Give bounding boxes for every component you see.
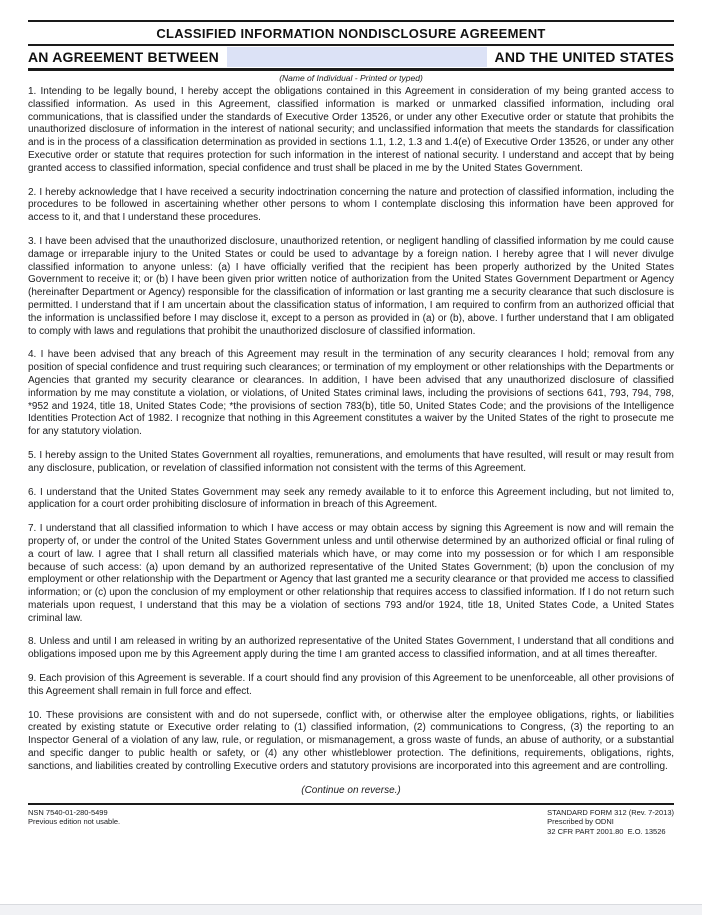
paragraph-4: 4. I have been advised that any breach of this Agreement may result in the termination of any security clearances I hold; removal from any position of special confidence and trust requiring such clearances; or termination of my employment or other relationships with the Departments or Agencies that granted my security clearance or clearances. In addition, I have been advised that any unauthorized disclosure of classified information by me may constitute a violation, or violations, of United States criminal laws, including the provisions of sections 641, 793, 794, 798, *952 and 1924, title 18, United States Code; *the provisions of section 783(b), title 50, United States Code; and the provisions of the Intelligence Identities Protection Act of 1982. I recognize that nothing in this Agreement constitutes a waiver by the United States of the right to prosecute me for any statutory violation. xyxy=(28,349,674,438)
footer-left-block xyxy=(28,808,120,827)
paragraph-3: 3. I have been advised that the unauthorized disclosure, unauthorized retention, or negligent handling of classified information by me could cause damage or irreparable injury to the United States or could be used to advantage by a foreign nation. I hereby agree that I will never divulge classified information to anyone unless: (a) I have officially verified that the recipient has been properly authorized by the United States Government to receive it; or (b) I have been given prior written notice of authorization from the United States Government Department or Agency (hereinafter Department or Agency) responsible for the classification of information or last granting me a security clearance that such disclosure is permitted. I understand that if I am uncertain about the classification status of information, I am required to confirm from an authorized official that the information is unclassified before I may disclose it, except to a person as provided in (a) or (b), above. I further understand that I am obligated to comply with laws and regulations that prohibit the unauthorized disclosure of classified information. xyxy=(28,235,674,337)
nsn-number: NSN 7540-01-280-5499 xyxy=(28,807,108,817)
paragraph-2: 2. I hereby acknowledge that I have received a security indoctrination concerning the nature and protection of classified information, including the procedures to be followed in ascertaining whether other persons to whom I contemplate disclosing this information have been approved for access to it, and that I understand these procedures. xyxy=(28,186,674,224)
form-title: CLASSIFIED INFORMATION NONDISCLOSURE AGREEMENT xyxy=(156,26,546,41)
paragraph-10: 10. These provisions are consistent with and do not supersede, conflict with, or otherwise alter the employee obligations, rights, or liabilities created by existing statute or Executive order relating to (1) classified information, (2) communications to Congress, (3) the reporting to an Inspector General of a violation of any law, rule, or regulation, or mismanagement, a gross waste of funds, an abuse of authority, or a substantial and specific danger to public health or safety, or (4) any other whistleblower protection. The definitions, requirements, obligations, rights, sanctions, and liabilities created by controlling Executive orders and statutory provisions are incorporated into this agreement and are controlling. xyxy=(28,709,674,772)
previous-edition-note: Previous edition not usable. xyxy=(28,817,121,827)
viewer-bottom-strip xyxy=(0,904,702,915)
paragraph-1: 1. Intending to be legally bound, I hereby accept the obligations contained in this Agreement in consideration of my being granted access to classified information. As used in this Agreement, classified information is marked or unmarked classified information, including oral communications, that is classified under the standards of Executive Order 13526, or under any other Executive order or statute that prohibits the unauthorized disclosure of information in the interest of national security; and unclassified information that meets the standards for classification and is in the process of a classification determination as provided in sections 1.1, 1.2, 1.3 and 1.4(e) of Executive Order 13526, or under any other Executive order or statute that requires protection for such information in the interest of national security. I understand and accept that by being granted access to classified information, special confidence and trust shall be placed in me by the United States Government. xyxy=(28,86,674,174)
paragraph-5: 5. I hereby assign to the United States Government all royalties, remunerations, and emoluments that have resulted, will result or may result from any disclosure, publication, or revelation of classified information not consistent with the terms of this Agreement. xyxy=(28,449,674,474)
agreement-header-row xyxy=(28,46,674,68)
continue-on-reverse-note: (Continue on reverse.) xyxy=(301,784,401,796)
form-footer xyxy=(28,805,674,837)
paragraph-7: 7. I understand that all classified information to which I have access or may obtain access by signing this Agreement is now and will remain the property of, or under the control of the United States Government unless and until otherwise determined by an authorized official or final ruling of a court of law. I agree that I shall return all classified materials which have, or may come into my possession or for which I am responsible because of such access: (a) upon demand by an authorized representative of the United States Government; (b) upon the conclusion of my employment or other relationship with the Department or Agency that last granted me a security clearance or that provided me access to classified information; or (c) upon the conclusion of my employment or other relationship that requires access to classified information. If I do not return such materials upon request, I understand that this may be a violation of sections 793 and/or 1924, title 18, United States Code, a United States criminal law. xyxy=(28,523,674,624)
agreement-between-label: AN AGREEMENT BETWEEN xyxy=(28,49,219,65)
name-of-individual-field[interactable] xyxy=(227,47,487,67)
footer-right-block xyxy=(547,808,674,837)
agreement-row-bottom-rule xyxy=(28,68,674,71)
regulation-reference: 32 CFR PART 2001.80 E.O. 13526 xyxy=(547,826,666,836)
agreement-body xyxy=(28,86,674,774)
and-the-united-states-label: AND THE UNITED STATES xyxy=(494,49,674,65)
prescribed-by: Prescribed by ODNI xyxy=(547,817,614,827)
form-number: STANDARD FORM 312 (Rev. 7-2013) xyxy=(547,807,674,817)
paragraph-9: 9. Each provision of this Agreement is severable. If a court should find any provision of this Agreement to be unenforceable, all other provisions of this Agreement shall remain in full force and effect. xyxy=(28,673,674,697)
paragraph-8: 8. Unless and until I am released in writing by an authorized representative of the United States Government, I understand that all conditions and obligations imposed upon me by this Agreement apply during the time I am granted access to classified information, and at all times thereafter. xyxy=(28,636,674,661)
paragraph-6: 6. I understand that the United States Government may seek any remedy available to it to enforce this Agreement including, but not limited to, application for a court order prohibiting disclosure of information in breach of this Agreement. xyxy=(28,486,674,511)
name-field-caption: (Name of Individual - Printed or typed) xyxy=(279,73,423,83)
